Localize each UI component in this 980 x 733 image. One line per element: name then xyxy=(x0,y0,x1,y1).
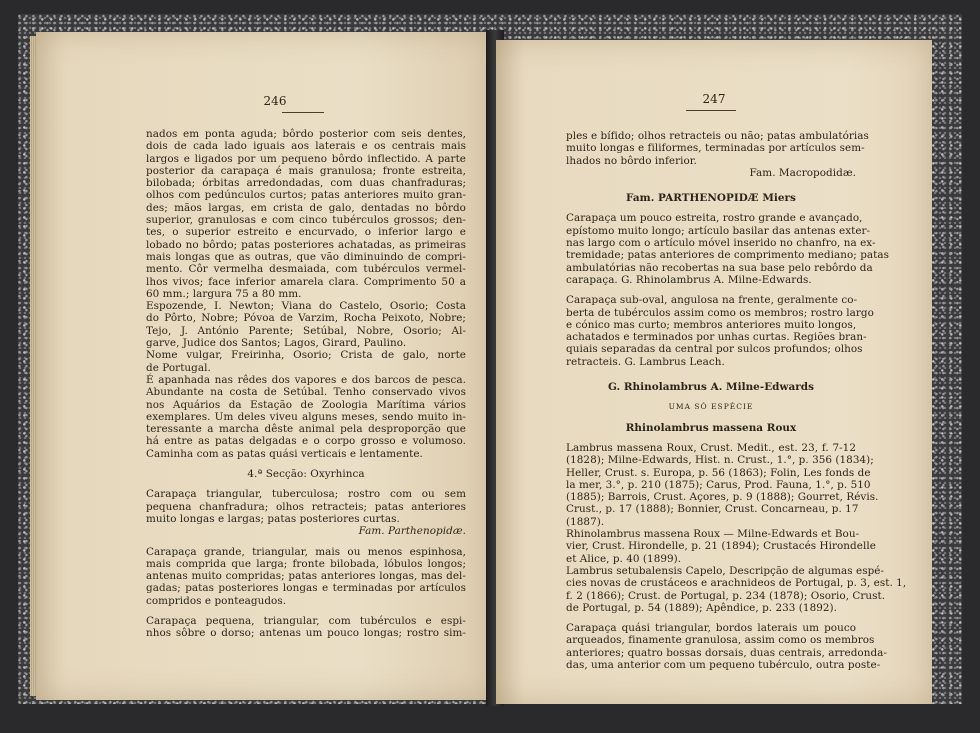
text-line: ambulatórias não recobertas na sua base pelo rebôrdo da xyxy=(566,261,873,274)
text-line: tremidade; patas anteriores de comprimento mediano; patas xyxy=(566,249,890,262)
continued-paragraph xyxy=(566,130,869,167)
text-line: Carapaça quási triangular, bordos laterais um pouco xyxy=(566,622,856,635)
text-line: posterior da carapaça é mais granulosa; fronte estreita, xyxy=(146,164,466,177)
text-line: Lambrus massena Roux, Crust. Medit., est. 23, f. 7-12 xyxy=(566,441,856,454)
page-number-right: 247 xyxy=(702,92,726,106)
text-line: há entre as patas delgadas e o corpo grosso e volumoso. xyxy=(146,435,466,448)
text-line: Abundante na costa de Setúbal. Tenho conservado vivos xyxy=(146,386,466,399)
text-line: garve, Judice dos Santos; Lagos, Girard, Paulino. xyxy=(146,337,407,350)
text-line: e cónico mas curto; membros anteriores muito longos, xyxy=(566,318,857,331)
text-line: Crust., p. 17 (1888); Bonnier, Crust. Concarneau, p. 17 xyxy=(566,503,859,516)
genus-heading: G. Rhinolambrus A. Milne-Edwards xyxy=(607,381,815,394)
right-page-text xyxy=(566,130,907,671)
left-page xyxy=(36,32,494,700)
text-line: do Pôrto, Nobre; Póvoa de Varzim, Rocha Peixoto, Nobre; xyxy=(146,312,466,325)
text-line: epístomo muito longo; artículo basilar das antenas exter- xyxy=(566,224,871,237)
text-line: (1885); Barrois, Crust. Açores, p. 9 (1888); Gourret, Révis. xyxy=(566,491,879,504)
text-line: superior, granulosas e com cinco tubérculos grossos; den- xyxy=(146,214,466,227)
text-line: exemplares. Um deles viveu alguns meses, sendo muito in- xyxy=(146,410,466,423)
text-line: nados em ponta aguda; bôrdo posterior com seis dentes, xyxy=(146,128,466,140)
text-line: antenas muito compridas; patas anteriores longas, mas del- xyxy=(146,570,466,583)
text-line: quiais separadas da central por sulcos profundos; olhos xyxy=(566,343,863,356)
text-line: muito longas e filiformes, terminadas por artículos sem- xyxy=(566,142,865,155)
text-line: anteriores; quatro bossas dorsais, duas centrais, arredonda- xyxy=(566,646,887,659)
text-line: la mer, 3.°, p. 210 (1875); Carus, Prod. Fauna, 1.°, p. 510 xyxy=(566,478,871,491)
text-line: vier, Crust. Hirondelle, p. 21 (1894); Crustacés Hirondelle xyxy=(566,540,876,553)
species-heading: Rhinolambrus massena Roux xyxy=(625,421,797,434)
text-line: mais comprida que larga; fronte bilobada, lóbulos longos; xyxy=(146,557,466,570)
lambrus-paragraph xyxy=(566,294,874,368)
text-line: teressante a marcha dêste animal pela desproporção que xyxy=(146,423,466,436)
text-line: Tejo, J. António Parente; Setúbal, Nobre, Osorio; Al- xyxy=(146,324,466,337)
family-parthenopidae-left: Fam. Parthenopidæ. xyxy=(358,525,466,538)
text-line: 60 mm.; largura 75 a 80 mm. xyxy=(146,287,302,300)
text-line: retracteis. G. Lambrus Leach. xyxy=(566,355,725,368)
section-title: 4.ª Secção: Oxyrhinca xyxy=(247,468,365,481)
left-main-paragraph xyxy=(146,128,466,460)
text-line: ples e bífido; olhos retracteis ou não; patas ambulatórias xyxy=(566,130,869,142)
text-line: É apanhada nas rêdes dos vapores e dos barcos de pesca. xyxy=(146,373,466,386)
text-line: Lambrus setubalensis Capelo, Descripção de algumas espé- xyxy=(566,564,885,577)
right-page xyxy=(496,40,932,704)
maidae-paragraph xyxy=(146,546,466,607)
text-line: nhos sôbre o dorso; antenas um pouco longas; rostro sim- xyxy=(146,627,466,640)
text-line: nas largo com o artículo móvel inserido no chanfro, na ex- xyxy=(566,237,876,250)
text-line: lhados no bôrdo inferior. xyxy=(566,154,698,167)
text-line: cies novas de crustáceos e arachnideos de Portugal, p. 3, est. 1, xyxy=(566,577,907,590)
final-paragraph-left xyxy=(146,615,466,640)
text-line: lhos vivos; face inferior amarela clara. Comprimento 50 a xyxy=(146,275,466,288)
text-line: (1887). xyxy=(566,515,605,528)
family-macropodidae: Fam. Macropodidæ. xyxy=(749,166,856,179)
text-line: pequena chanfradura; olhos retracteis; patas anteriores xyxy=(146,500,466,513)
text-line: muito longas e largas; patas posteriores curtas. xyxy=(146,512,400,525)
text-line: Carapaça um pouco estreita, rostro grande e avançado, xyxy=(566,212,863,225)
text-line: mais longas que as outras, que vão diminuindo de compri- xyxy=(146,250,466,263)
text-line: Espozende, I. Newton; Viana do Castelo, Osorio; Costa xyxy=(146,300,466,313)
text-line: arqueados, finamente granulosa, assim como os membros xyxy=(566,634,875,647)
text-line: f. 2 (1866); Crust. de Portugal, p. 234 (1878); Osorio, Crust. xyxy=(566,589,886,602)
family-heading: Fam. PARTHENOPIDÆ Miers xyxy=(626,192,796,205)
text-line: de Portugal, p. 54 (1889); Apêndice, p. 233 (1892). xyxy=(566,601,838,614)
text-line: olhos com pedúnculos curtos; patas anteriores muito gran- xyxy=(146,189,466,202)
text-line: lobado no bôrdo; patas posteriores achatadas, as primeiras xyxy=(146,238,466,251)
text-line: dois de cada lado iguais aos laterais e os centrais mais xyxy=(146,140,466,153)
header-rule-left xyxy=(282,112,324,113)
text-line: tes, o superior estreito e encurvado, o inferior largo e xyxy=(146,226,466,239)
text-line: Nome vulgar, Freirinha, Osorio; Crista de galo, norte xyxy=(146,349,466,362)
species-references xyxy=(566,441,907,614)
text-line: Carapaça triangular, tuberculosa; rostro com ou sem xyxy=(146,488,466,501)
text-line: mento. Côr vermelha desmaiada, com tubérculos vermel- xyxy=(146,263,466,276)
text-line: de Portugal. xyxy=(146,361,211,374)
text-line: berta de tubérculos assim como os membros; rostro largo xyxy=(566,306,874,319)
text-line: Heller, Crust. s. Europa, p. 56 (1863); Folin, Les fonds de xyxy=(566,466,871,479)
page-number-left: 246 xyxy=(263,94,287,108)
text-line: nos Aquários da Estação de Zoologia Marítima vários xyxy=(146,398,466,411)
text-line: achatados e terminados por unhas curtas. Regiões bran- xyxy=(566,331,867,344)
text-line: Carapaça pequena, triangular, com tubérculos e espi- xyxy=(146,614,466,627)
text-line: (1828); Milne-Edwards, Hist. n. Crust., 1.°, p. 356 (1834); xyxy=(566,454,874,467)
text-line: largos e ligados por um pequeno bôrdo inflectido. A parte xyxy=(146,152,466,165)
text-line: carapaça. G. Rhinolambrus A. Milne-Edwards. xyxy=(566,273,812,286)
text-line: des; mãos largas, em crista de galo, dentadas no bôrdo xyxy=(146,201,466,214)
text-line: et Alice, p. 40 (1899). xyxy=(566,552,682,565)
text-line: gadas; patas posteriores longas e terminadas por artículos xyxy=(146,582,466,595)
left-page-text xyxy=(146,128,466,640)
text-line: bilobada; órbitas arredondadas, com duas chanfraduras; xyxy=(146,177,466,190)
text-line: das, uma anterior com um pequeno tubérculo, outra poste- xyxy=(566,658,881,671)
single-species-label: UMA SÓ ESPÉCIE xyxy=(668,402,754,412)
species-description xyxy=(566,622,887,671)
text-line: compridos e ponteagudos. xyxy=(146,594,287,607)
text-line: Rhinolambrus massena Roux — Milne-Edwards et Bou- xyxy=(566,528,860,541)
text-line: Caminha com as patas quási verticais e lentamente. xyxy=(146,447,423,460)
parthenopidae-paragraph xyxy=(566,212,890,286)
header-rule-right xyxy=(686,110,736,111)
text-line: Carapaça grande, triangular, mais ou menos espinhosa, xyxy=(146,545,466,558)
section-paragraph xyxy=(146,488,466,525)
text-line: Carapaça sub-oval, angulosa na frente, geralmente co- xyxy=(566,294,858,307)
